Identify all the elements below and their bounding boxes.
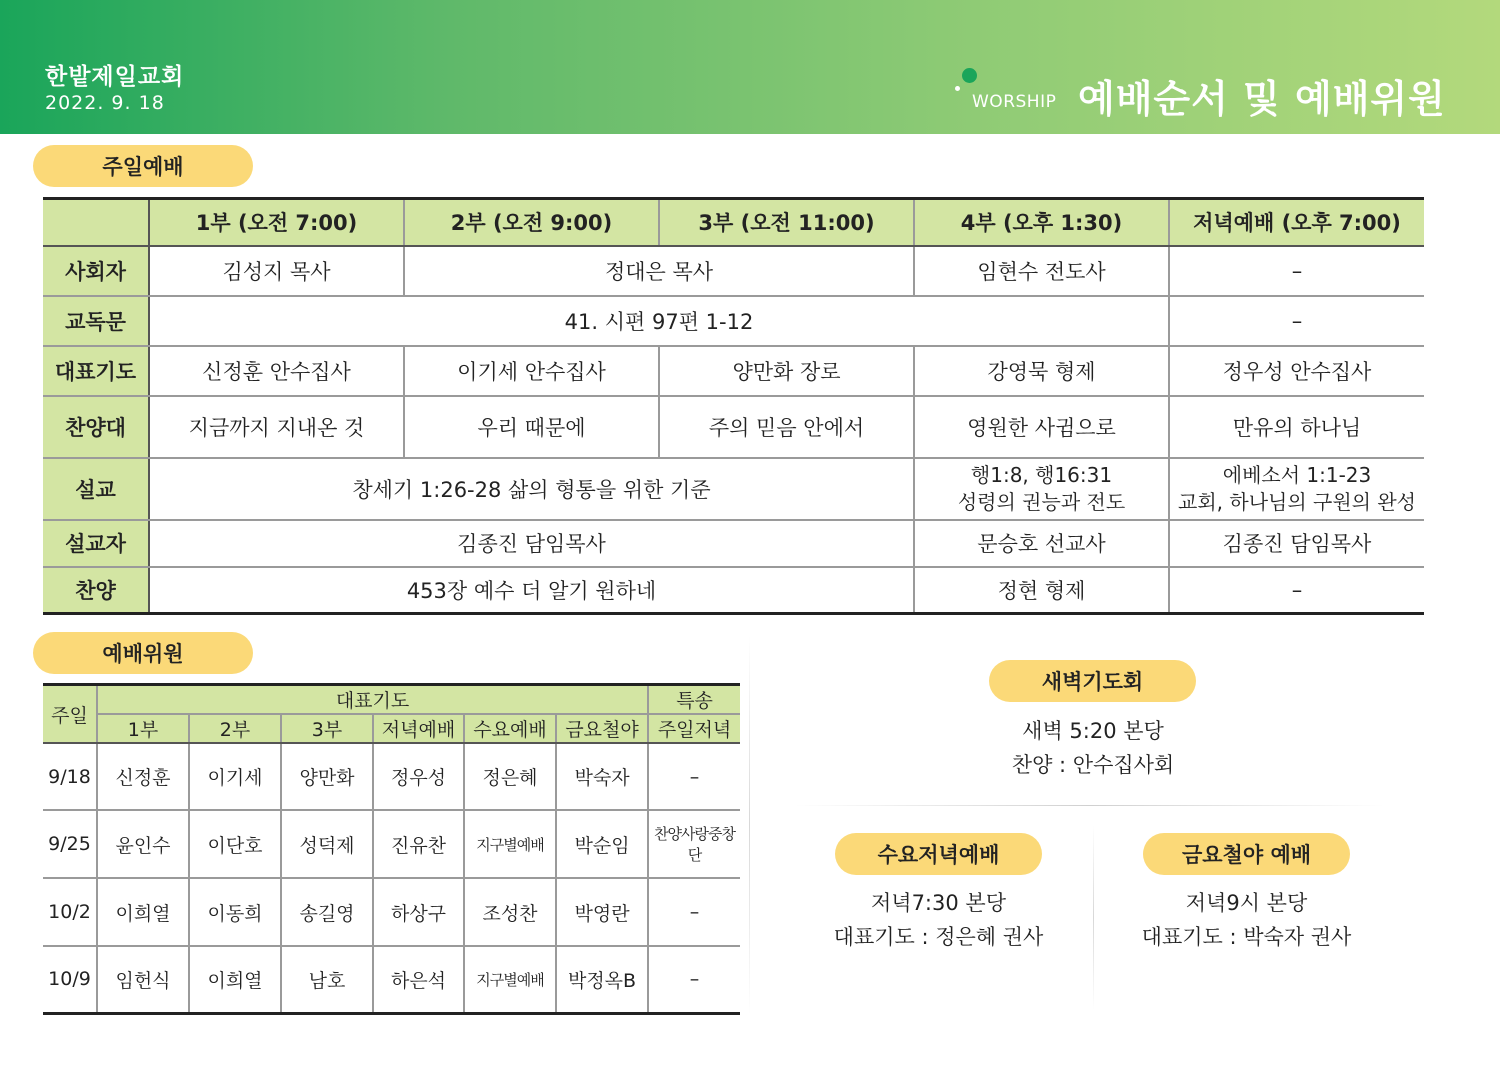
prayer-header: 대표기도 [97, 685, 648, 715]
table-row [43, 743, 740, 810]
row-header-leader: 사회자 [43, 246, 149, 296]
bulletin-date: 2022. 9. 18 [45, 92, 165, 114]
cell: 이단호 [189, 810, 281, 878]
cell: 정우성 [373, 743, 464, 810]
row-header-prayer: 대표기도 [43, 346, 149, 396]
cell: 윤인수 [97, 810, 189, 878]
cell: 이희열 [189, 946, 281, 1013]
table-row [43, 810, 740, 878]
cell: – [1169, 246, 1424, 296]
row-header-choir: 찬양대 [43, 396, 149, 458]
cell: – [648, 878, 740, 946]
cell: 이기세 안수집사 [404, 346, 659, 396]
cell: 남호 [281, 946, 373, 1013]
horizontal-divider [795, 805, 1385, 806]
cell: 강영묵 형제 [914, 346, 1169, 396]
row-header-hymn: 찬양 [43, 567, 149, 614]
cell: 김종진 담임목사 [1169, 520, 1424, 567]
page-title: 예배순서 및 예배위원 [1078, 77, 1446, 121]
wednesday-time: 저녁7:30 본당 [871, 891, 1006, 915]
cell: 만유의 하나님 [1169, 396, 1424, 458]
cell: 지구별예배 [464, 946, 556, 1013]
cell: 영원한 사귐으로 [914, 396, 1169, 458]
table-row [43, 946, 740, 1013]
wednesday-pill: 수요저녁예배 [835, 833, 1042, 875]
cell: 453장 예수 더 알기 원하네 [149, 567, 914, 614]
week-cell: 10/2 [43, 878, 97, 946]
church-name: 한밭제일교회 [45, 64, 185, 90]
cell: 김성지 목사 [149, 246, 404, 296]
cell [1169, 458, 1424, 520]
dawn-praise: 찬양 : 안수집사회 [1011, 753, 1175, 777]
corner-cell [43, 199, 149, 246]
table-row-preacher [43, 520, 1424, 567]
cell: 정대은 목사 [404, 246, 914, 296]
sub-header: 3부 [281, 714, 373, 743]
vertical-divider [1093, 825, 1094, 1010]
table-row-sermon [43, 458, 1424, 520]
cell: – [1169, 296, 1424, 346]
header-banner [0, 0, 1500, 134]
special-header: 특송 [648, 685, 740, 715]
cell: 임현수 전도사 [914, 246, 1169, 296]
friday-pill: 금요철야 예배 [1143, 833, 1350, 875]
cell: – [689, 968, 700, 991]
cell: 박영란 [556, 878, 648, 946]
cell [914, 458, 1169, 520]
cell: – [1291, 577, 1303, 602]
sunday-worship-table [43, 197, 1424, 615]
dot-icon [962, 68, 977, 83]
cell: 지구별예배 [464, 810, 556, 878]
cell: 송길영 [281, 878, 373, 946]
cell: 박숙자 [556, 743, 648, 810]
dawn-prayer-info [940, 714, 1246, 782]
cell: 신정훈 안수집사 [149, 346, 404, 396]
sub-header: 1부 [97, 714, 189, 743]
row-header-preacher: 설교자 [43, 520, 149, 567]
sermon-ref: 행1:8, 행16:31 [970, 462, 1113, 487]
cell: 문승호 선교사 [914, 520, 1169, 567]
cell: 지금까지 지내온 것 [149, 396, 404, 458]
cell: 양만화 [281, 743, 373, 810]
cell: 주의 믿음 안에서 [659, 396, 914, 458]
cell: 진유찬 [373, 810, 464, 878]
friday-info [1098, 886, 1395, 954]
cell: 하상구 [373, 878, 464, 946]
cell: 박순임 [556, 810, 648, 878]
cell: 창세기 1:26-28 삶의 형통을 위한 기준 [149, 458, 914, 520]
worship-label: WORSHIP [972, 92, 1057, 112]
cell: 임헌식 [97, 946, 189, 1013]
cell: 정현 형제 [914, 567, 1169, 614]
week-cell: 9/25 [43, 810, 97, 878]
table-row-reading [43, 296, 1424, 346]
cell: 박정옥B [556, 946, 648, 1013]
wednesday-prayer: 대표기도 : 정은혜 권사 [833, 925, 1044, 949]
committee-table [43, 683, 740, 1015]
sub-header: 주일저녁 [648, 714, 740, 743]
cell: – [648, 743, 740, 810]
dot-small-icon [955, 86, 960, 91]
col-header-3: 3부 (오전 11:00) [659, 199, 914, 246]
col-header-2: 2부 (오전 9:00) [404, 199, 659, 246]
cell: 신정훈 [97, 743, 189, 810]
cell: 찬양사랑중창단 [648, 810, 740, 878]
cell: 41. 시편 97편 1-12 [149, 296, 1169, 346]
sub-header: 저녁예배 [373, 714, 464, 743]
sermon-ref: 에베소서 1:1-23 [1222, 462, 1372, 487]
friday-time: 저녁9시 본당 [1185, 891, 1308, 915]
committee-pill: 예배위원 [33, 632, 253, 674]
cell: 조성찬 [464, 878, 556, 946]
sermon-title: 성령의 권능과 전도 [957, 489, 1126, 514]
sub-header: 수요예배 [464, 714, 556, 743]
table-row [43, 878, 740, 946]
sunday-worship-pill: 주일예배 [33, 145, 253, 187]
cell: 이기세 [189, 743, 281, 810]
sub-header: 금요철야 [556, 714, 648, 743]
cell: 우리 때문에 [404, 396, 659, 458]
cell: 이희열 [97, 878, 189, 946]
table-row-leader [43, 246, 1424, 296]
cell: 하은석 [373, 946, 464, 1013]
table-row-choir [43, 396, 1424, 458]
cell: 성덕제 [281, 810, 373, 878]
row-header-reading: 교독문 [43, 296, 149, 346]
cell: 정우성 안수집사 [1169, 346, 1424, 396]
col-header-4: 4부 (오후 1:30) [914, 199, 1169, 246]
cell: 정은혜 [464, 743, 556, 810]
col-header-5: 저녁예배 (오후 7:00) [1169, 199, 1424, 246]
week-header: 주일 [43, 685, 97, 744]
cell: 양만화 장로 [659, 346, 914, 396]
sub-header: 2부 [189, 714, 281, 743]
table-row-hymn [43, 567, 1424, 614]
col-header-1: 1부 (오전 7:00) [149, 199, 404, 246]
vertical-divider [749, 635, 750, 1015]
dawn-time: 새벽 5:20 본당 [1022, 719, 1164, 743]
row-header-sermon: 설교 [43, 458, 149, 520]
sermon-title: 교회, 하나님의 구원의 완성 [1178, 489, 1416, 514]
friday-prayer: 대표기도 : 박숙자 권사 [1141, 925, 1352, 949]
week-cell: 10/9 [43, 946, 97, 1013]
cell: 이동희 [189, 878, 281, 946]
table-row-prayer [43, 346, 1424, 396]
wednesday-info [790, 886, 1087, 954]
week-cell: 9/18 [43, 743, 97, 810]
dawn-prayer-pill: 새벽기도회 [989, 660, 1196, 702]
cell: 김종진 담임목사 [149, 520, 914, 567]
